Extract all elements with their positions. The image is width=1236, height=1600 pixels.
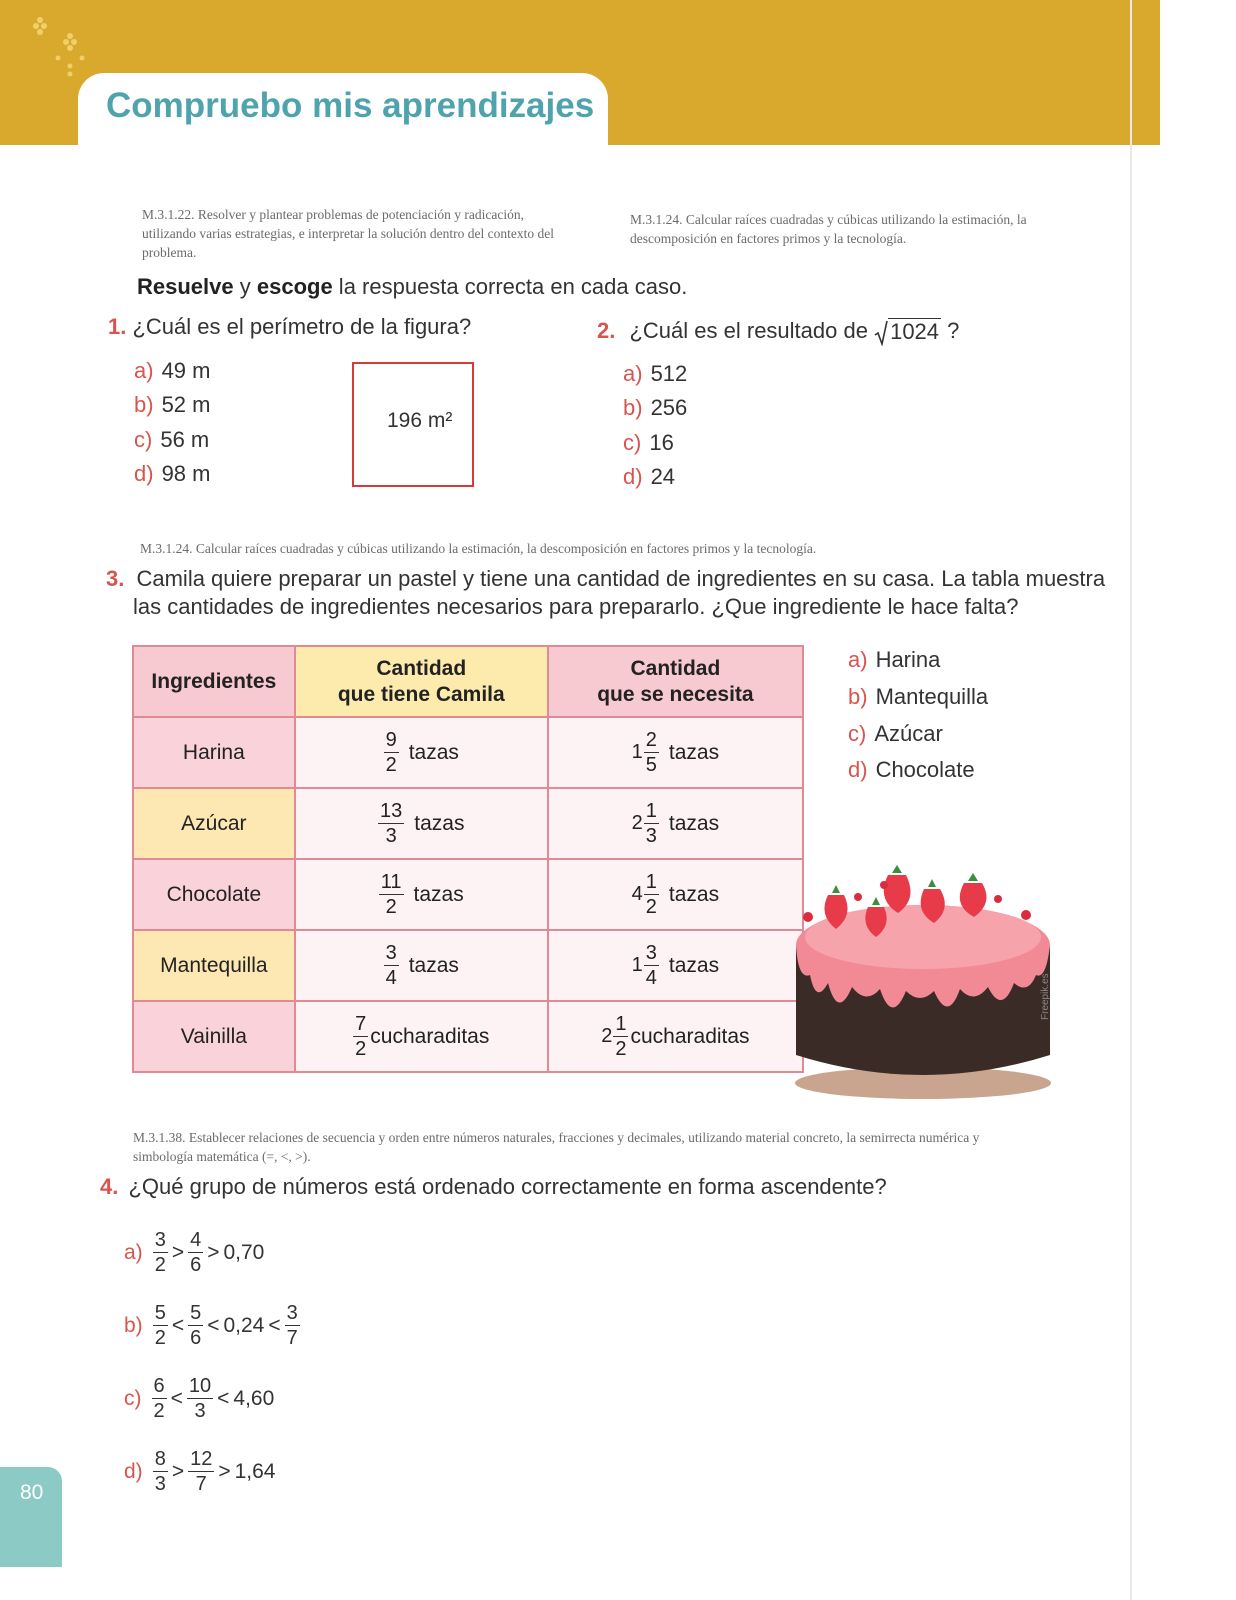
comparison-operator: >	[207, 1240, 220, 1264]
question-1	[108, 314, 471, 340]
option-letter: c)	[124, 1386, 142, 1410]
option-text: 56 m	[160, 427, 210, 452]
numerator: 3	[645, 942, 657, 964]
unit: cucharaditas	[630, 1024, 750, 1048]
instruction	[137, 274, 687, 300]
whole: 4	[631, 883, 643, 905]
ingredient-name: Azúcar	[133, 788, 295, 859]
q4-option-c[interactable]	[124, 1376, 274, 1421]
q1-option-a[interactable]	[134, 358, 210, 384]
q3-option-d[interactable]	[848, 757, 975, 783]
fraction	[153, 1303, 168, 1348]
fraction	[644, 943, 659, 988]
fraction	[187, 1376, 213, 1421]
comparison-operator: >	[171, 1459, 185, 1483]
question-text-line-1: Camila quiere preparar un pastel y tiene una cantidad de ingredientes en su casa. La tabla muestra	[136, 566, 1106, 591]
numerator: 3	[385, 942, 397, 964]
unit: tazas	[408, 740, 459, 764]
q1-option-b[interactable]	[134, 392, 210, 418]
have-amount	[295, 717, 548, 788]
mixed-number	[632, 943, 659, 988]
ingredient-name: Mantequilla	[133, 930, 295, 1001]
unit: tazas	[668, 953, 720, 977]
denominator: 2	[355, 1038, 367, 1060]
q3-option-c[interactable]	[848, 721, 943, 747]
decimal-value: 0,24	[223, 1313, 265, 1337]
instruction-text: y	[233, 274, 257, 299]
q2-option-c[interactable]	[623, 430, 674, 456]
numerator: 13	[380, 800, 403, 822]
q4-option-b[interactable]	[124, 1303, 300, 1348]
have-amount	[295, 930, 548, 1001]
comparison-operator: <	[217, 1386, 230, 1410]
whole: 2	[601, 1025, 613, 1047]
q1-option-c[interactable]	[134, 427, 209, 453]
option-letter: b)	[134, 392, 154, 417]
cake-illustration	[788, 855, 1058, 1105]
decimal-value: 0,70	[223, 1240, 265, 1264]
whole: 2	[631, 812, 643, 834]
table-row	[133, 1001, 803, 1072]
denominator: 4	[385, 967, 397, 989]
numerator: 1	[615, 1013, 627, 1035]
instruction-word-escoge: escoge	[256, 274, 333, 299]
header-line: que tiene Camila	[337, 682, 505, 706]
fraction	[644, 872, 659, 917]
fraction	[188, 1449, 214, 1494]
denominator: 3	[645, 825, 657, 847]
header-ingredientes: Ingredientes	[133, 646, 295, 717]
comparison-operator: >	[218, 1459, 231, 1483]
denominator: 2	[645, 896, 657, 918]
page-edge	[1130, 0, 1132, 1600]
need-amount	[548, 717, 803, 788]
numerator: 3	[154, 1229, 166, 1251]
option-text: Chocolate	[875, 757, 975, 782]
numerator: 9	[385, 729, 397, 751]
q3-option-a[interactable]	[848, 647, 940, 673]
instruction-text: la respuesta correcta en cada caso.	[332, 274, 688, 299]
option-letter: c)	[134, 427, 153, 452]
skill-code-1: M.3.1.22. Resolver y plantear problemas de potenciación y radicación, utilizando varias estrategias, e interpretar la solución dentro del contexto del problema.	[142, 207, 554, 260]
unit: tazas	[414, 811, 465, 835]
denominator: 4	[645, 967, 657, 989]
question-number: 3.	[106, 566, 125, 591]
decorative-dots-icon	[22, 12, 102, 82]
denominator: 6	[190, 1327, 202, 1349]
fraction	[188, 1230, 203, 1275]
option-text: 24	[650, 464, 676, 489]
ingredient-name: Chocolate	[133, 859, 295, 930]
fraction	[353, 1014, 368, 1059]
question-number: 4.	[100, 1174, 119, 1199]
denominator: 6	[190, 1254, 202, 1276]
option-text: 52 m	[161, 392, 211, 417]
fraction	[384, 730, 399, 775]
option-text: 49 m	[161, 358, 211, 383]
denominator: 7	[195, 1473, 207, 1495]
table-row	[133, 859, 803, 930]
header-cantidad-tiene	[295, 646, 548, 717]
header-cantidad-necesita	[548, 646, 803, 717]
option-letter: a)	[848, 647, 868, 672]
numerator: 11	[380, 871, 402, 893]
denominator: 2	[615, 1038, 627, 1060]
option-letter: a)	[124, 1240, 143, 1264]
square-area-label: 196 m²	[387, 409, 453, 432]
numerator: 4	[190, 1229, 202, 1251]
denominator: 7	[286, 1327, 298, 1349]
numerator: 1	[645, 800, 657, 822]
denominator: 3	[385, 825, 397, 847]
square-root-expression	[874, 319, 941, 346]
option-text: 512	[650, 361, 688, 386]
denominator: 3	[194, 1400, 206, 1422]
option-text: Mantequilla	[875, 684, 989, 709]
question-text: ¿Cuál es el resultado de	[629, 318, 868, 343]
numerator: 8	[154, 1448, 166, 1470]
decimal-value: 1,64	[234, 1459, 276, 1483]
denominator: 2	[154, 1254, 166, 1276]
need-amount	[548, 1001, 803, 1072]
fraction	[153, 1230, 168, 1275]
mixed-number	[632, 730, 659, 775]
q2-option-a[interactable]	[623, 361, 687, 387]
question-text-line-2: las cantidades de ingredientes necesarios para prepararlo. ¿Que ingrediente le hace falta?	[133, 594, 1019, 619]
whole: 1	[631, 741, 643, 763]
numerator: 12	[190, 1448, 213, 1470]
comparison-operator: <	[170, 1386, 183, 1410]
option-letter: d)	[848, 757, 868, 782]
whole: 1	[631, 954, 643, 976]
option-letter: a)	[134, 358, 154, 383]
image-credit: Freepik.es	[1040, 973, 1051, 1020]
numerator: 5	[154, 1302, 166, 1324]
page-number-tab	[0, 1467, 62, 1567]
option-letter: b)	[848, 684, 868, 709]
unit: cucharaditas	[370, 1024, 490, 1048]
numerator: 1	[645, 871, 657, 893]
have-amount	[295, 1001, 548, 1072]
question-2	[597, 318, 959, 346]
question-4	[100, 1174, 887, 1200]
unit: tazas	[408, 953, 459, 977]
fraction	[285, 1303, 300, 1348]
header-line: Cantidad	[630, 656, 721, 680]
question-end: ?	[947, 318, 960, 343]
numerator: 5	[190, 1302, 202, 1324]
denominator: 2	[153, 1400, 165, 1422]
fraction	[378, 801, 404, 846]
denominator: 2	[385, 754, 397, 776]
q2-option-d[interactable]	[623, 464, 675, 490]
denominator: 2	[154, 1327, 166, 1349]
comparison-operator: <	[171, 1313, 185, 1337]
unit: tazas	[668, 740, 720, 764]
skill-code-4: M.3.1.38. Establecer relaciones de secuencia y orden entre números naturales, fracciones y decimales, utilizando material concreto, la semirrecta numérica y simbología matemática (=, <, >).	[133, 1130, 980, 1164]
option-text: 256	[650, 395, 688, 420]
fraction	[613, 1014, 628, 1059]
have-amount	[295, 859, 548, 930]
page-title: Compruebo mis aprendizajes	[106, 86, 595, 125]
unit: tazas	[668, 811, 720, 835]
table-header-row	[133, 646, 803, 717]
fraction	[153, 1449, 168, 1494]
fraction	[379, 872, 404, 917]
numerator: 6	[153, 1375, 165, 1397]
numerator: 7	[355, 1013, 367, 1035]
option-letter: d)	[134, 461, 154, 486]
option-letter: d)	[623, 464, 643, 489]
question-number: 2.	[597, 318, 616, 343]
question-number: 1.	[108, 314, 127, 339]
comparison-operator: <	[268, 1313, 281, 1337]
question-text: ¿Cuál es el perímetro de la figura?	[132, 314, 472, 339]
q2-option-b[interactable]	[623, 395, 687, 421]
denominator: 2	[385, 896, 397, 918]
fraction	[188, 1303, 203, 1348]
option-letter: c)	[623, 430, 642, 455]
fraction	[152, 1376, 167, 1421]
comparison-operator: >	[171, 1240, 185, 1264]
option-letter: b)	[124, 1313, 143, 1337]
unit: tazas	[668, 882, 720, 906]
numerator: 10	[188, 1375, 212, 1397]
header-line: Cantidad	[376, 656, 467, 680]
q3-option-b[interactable]	[848, 684, 988, 710]
fraction	[644, 730, 659, 775]
need-amount	[548, 930, 803, 1001]
option-text: Harina	[875, 647, 941, 672]
unit: tazas	[413, 882, 464, 906]
q4-option-a[interactable]	[124, 1230, 264, 1275]
radicand: 1024	[890, 318, 940, 344]
need-amount	[548, 859, 803, 930]
option-letter: a)	[623, 361, 643, 386]
fraction	[384, 943, 399, 988]
ingredients-table	[132, 645, 804, 1073]
q1-option-d[interactable]	[134, 461, 210, 487]
ingredient-name: Vainilla	[133, 1001, 295, 1072]
ingredient-name: Harina	[133, 717, 295, 788]
option-letter: b)	[623, 395, 643, 420]
option-letter: d)	[124, 1459, 143, 1483]
denominator: 5	[645, 754, 657, 776]
table-row	[133, 788, 803, 859]
question-text: ¿Qué grupo de números está ordenado correctamente en forma ascendente?	[128, 1174, 887, 1199]
skill-code-3: M.3.1.24. Calcular raíces cuadradas y cúbicas utilizando la estimación, la descomposición en factores primos y la tecnología.	[140, 541, 817, 556]
mixed-number	[632, 801, 659, 846]
option-text: 16	[649, 430, 674, 455]
numerator: 2	[645, 729, 657, 751]
numerator: 3	[286, 1302, 298, 1324]
have-amount	[295, 788, 548, 859]
decimal-value: 4,60	[233, 1386, 275, 1410]
header-line: que se necesita	[597, 682, 754, 706]
table-row	[133, 717, 803, 788]
mixed-number	[632, 872, 659, 917]
table-row	[133, 930, 803, 1001]
option-text: 98 m	[161, 461, 211, 486]
skill-code-2: M.3.1.24. Calcular raíces cuadradas y cúbicas utilizando la estimación, la descomposición en factores primos y la tecnología.	[630, 212, 1027, 246]
option-text: Azúcar	[874, 721, 943, 746]
mixed-number	[601, 1014, 628, 1059]
need-amount	[548, 788, 803, 859]
instruction-word-resuelve: Resuelve	[137, 274, 234, 299]
option-letter: c)	[848, 721, 867, 746]
denominator: 3	[154, 1473, 166, 1495]
radical-sign-icon	[874, 320, 888, 346]
fraction	[644, 801, 659, 846]
comparison-operator: <	[207, 1313, 220, 1337]
page-number: 80	[20, 1481, 44, 1504]
question-3	[106, 565, 1105, 621]
q4-option-d[interactable]	[124, 1449, 275, 1494]
